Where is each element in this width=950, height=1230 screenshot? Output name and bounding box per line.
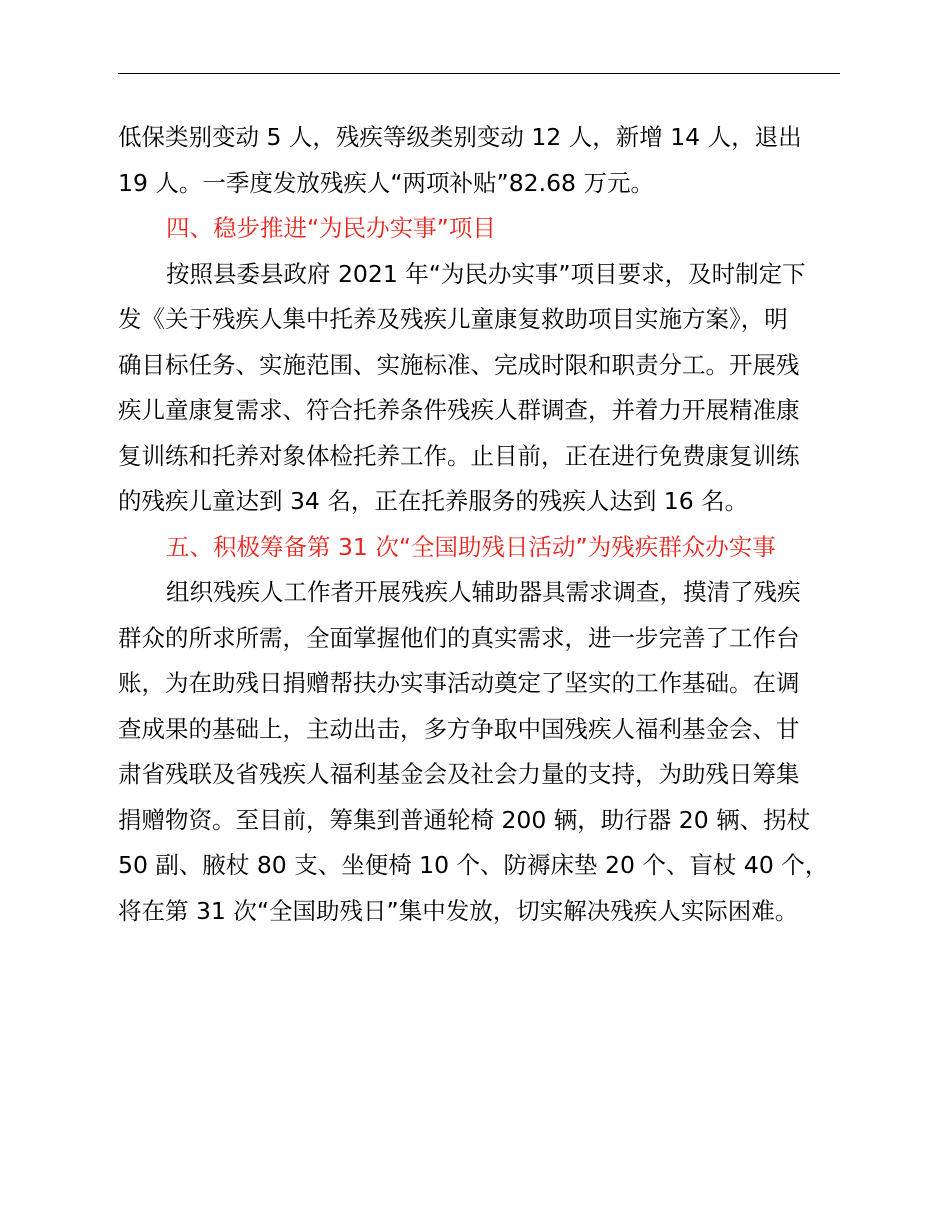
body-line: 查成果的基础上，主动出击，多方争取中国残疾人福利基金会、甘	[118, 714, 800, 743]
paragraph-start: 按照县委县政府 2021 年“为民办实事”项目要求，及时制定下	[166, 259, 806, 288]
body-line: 50 副、腋杖 80 支、坐便椅 10 个、防褥床垫 20 个、盲杖 40 个，	[118, 851, 829, 879]
body-line: 将在第 31 次“全国助残日”集中发放，切实解决残疾人实际困难。	[118, 896, 799, 925]
body-line: 的残疾儿童达到 34 名，正在托养服务的残疾人达到 16 名。	[118, 487, 749, 515]
body-line: 确目标任务、实施范围、实施标准、完成时限和职责分工。开展残	[118, 350, 800, 379]
body-line: 低保类别变动 5 人，残疾等级类别变动 12 人，新增 14 人，退出	[118, 123, 802, 151]
section-heading-4: 四、稳步推进“为民办实事”项目	[166, 214, 496, 242]
header-rule	[118, 73, 840, 74]
body-line: 复训练和托养对象体检托养工作。止目前，正在进行免费康复训练	[118, 441, 800, 470]
body-line: 捐赠物资。至目前，筹集到普通轮椅 200 辆，助行器 20 辆、拐杖	[118, 805, 811, 834]
body-line: 群众的所求所需，全面掌握他们的真实需求，进一步完善了工作台	[118, 623, 800, 652]
section-heading-5: 五、积极筹备第 31 次“全国助残日活动”为残疾群众办实事	[166, 532, 776, 561]
body-line: 疾儿童康复需求、符合托养条件残疾人群调查，并着力开展精准康	[118, 396, 800, 424]
body-line: 账，为在助残日捐赠帮扶办实事活动奠定了坚实的工作基础。在调	[118, 669, 800, 697]
body-line: 发《关于残疾人集中托养及残疾儿童康复救助项目实施方案》，明	[118, 305, 788, 333]
document-body	[118, 115, 858, 934]
body-line: 肃省残联及省残疾人福利基金会及社会力量的支持，为助残日筹集	[118, 760, 800, 788]
paragraph-start: 组织残疾人工作者开展残疾人辅助器具需求调查，摸清了残疾	[166, 578, 801, 606]
body-line: 19 人。一季度发放残疾人“两项补贴”82.68 万元。	[118, 168, 654, 197]
